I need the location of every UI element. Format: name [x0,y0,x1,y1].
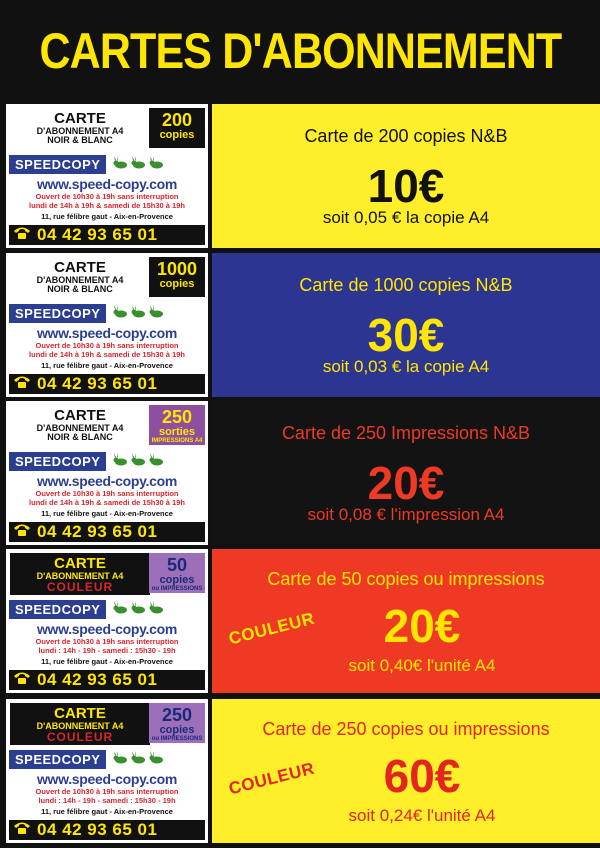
subscription-card [6,104,208,248]
card-quantity: 1000 [156,259,198,279]
card-mode: COULEUR [46,730,114,744]
brand-bar [9,599,205,620]
colour-label: COULEUR [226,758,317,799]
phone-icon [13,225,37,245]
hours-line-1: Ouvert de 10h30 à 19h sans interruption [35,341,179,350]
card-quantity: 250 [161,407,193,427]
card-unit-note: ou IMPRESSIONS [151,736,203,742]
card-unit-note: IMPRESSIONS A4 [151,438,203,444]
shop-address: 11, rue félibre gaut - Aix-en-Provence [41,212,173,221]
website-link[interactable]: www.speed-copy.com [36,621,178,637]
page-header [0,0,600,102]
rabbit-logo [112,600,164,619]
rabbit-icon [130,452,146,471]
rabbit-logo [112,452,164,471]
phone-bar [9,670,205,690]
opening-hours [9,638,205,655]
rabbit-icon [130,750,146,769]
phone-number[interactable]: 04 42 93 65 01 [37,225,158,244]
rabbit-logo [112,155,164,174]
offer-price: 30€ [367,309,445,361]
offer-unit-price: soit 0,08 € l'impression A4 [307,505,505,524]
phone-number[interactable]: 04 42 93 65 01 [37,374,158,393]
phone-number[interactable]: 04 42 93 65 01 [37,670,158,689]
brand-name: SPEEDCOPY [9,452,106,471]
rabbit-icon [130,155,146,174]
brand-name: SPEEDCOPY [9,155,106,174]
price-panel [212,104,600,248]
card-quantity-badge [149,405,205,445]
hours-line-2: lundi : 14h - 19h - samedi : 15h30 - 19h [38,795,176,805]
card-mode: NOIR & BLANC [47,135,113,145]
website-link[interactable]: www.speed-copy.com [36,771,178,787]
hours-line-1: Ouvert de 10h30 à 19h sans interruption [35,192,179,201]
offer-price: 60€ [383,750,461,802]
phone-number[interactable]: 04 42 93 65 01 [37,522,158,541]
phone-icon [13,670,37,690]
subscription-card [6,549,208,693]
card-title-block [10,553,150,595]
offer-title: Carte de 200 copies N&B [304,126,508,146]
offer-title: Carte de 250 copies ou impressions [262,719,550,739]
rabbit-logo [112,304,164,323]
opening-hours [9,490,205,507]
card-title: CARTE [54,110,106,127]
card-title-block [10,257,150,299]
rabbit-icon [112,155,128,174]
offer-price: 10€ [367,160,445,212]
shop-address: 11, rue félibre gaut - Aix-en-Provence [41,509,173,518]
hours-line-1: Ouvert de 10h30 à 19h sans interruption [35,787,179,796]
brand-bar [9,154,205,175]
website-link[interactable]: www.speed-copy.com [36,325,178,341]
phone-icon [13,522,37,542]
phone-bar [9,225,205,245]
card-mode: COULEUR [46,580,114,594]
offer-unit-price: soit 0,40€ l'unité A4 [348,656,496,675]
rabbit-icon [130,600,146,619]
shop-address: 11, rue félibre gaut - Aix-en-Provence [41,657,173,666]
phone-bar [9,374,205,394]
card-title: CARTE [54,259,106,276]
brand-name: SPEEDCOPY [9,304,106,323]
page-title: CARTES D'ABONNEMENT [39,23,561,79]
subscription-row [0,253,600,397]
card-quantity-badge [149,553,205,593]
card-quantity: 250 [161,705,193,725]
card-unit-note: ou IMPRESSIONS [151,586,203,592]
offer-unit-price: soit 0,03 € la copie A4 [322,357,490,376]
phone-bar [9,820,205,840]
card-title: CARTE [54,705,106,722]
subscription-card [6,401,208,545]
hours-line-1: Ouvert de 10h30 à 19h sans interruption [35,489,179,498]
rabbit-icon [148,600,164,619]
shop-address: 11, rue félibre gaut - Aix-en-Provence [41,361,173,370]
card-quantity-badge [149,703,205,743]
card-unit: sorties [158,426,196,438]
card-subtitle: D'ABONNEMENT A4 [36,721,124,731]
subscription-row [0,401,600,545]
card-title-block [10,703,150,745]
card-subtitle: D'ABONNEMENT A4 [36,126,124,136]
rabbit-icon [148,452,164,471]
rabbit-icon [112,452,128,471]
card-unit: copies [159,574,195,586]
offer-title: Carte de 50 copies ou impressions [267,569,545,589]
rabbit-icon [130,304,146,323]
offer-unit-price: soit 0,24€ l'unité A4 [348,806,496,825]
website-link[interactable]: www.speed-copy.com [36,473,178,489]
card-mode: NOIR & BLANC [47,432,113,442]
opening-hours [9,342,205,359]
card-subtitle: D'ABONNEMENT A4 [36,423,124,433]
card-title: CARTE [54,555,106,572]
offer-title: Carte de 250 Impressions N&B [281,423,531,443]
offer-title: Carte de 1000 copies N&B [299,275,513,295]
rabbit-icon [112,600,128,619]
offer-price: 20€ [383,600,461,652]
price-panel [212,549,600,693]
colour-label: COULEUR [226,608,317,649]
rabbit-icon [148,304,164,323]
card-quantity: 50 [166,555,188,575]
shop-address: 11, rue félibre gaut - Aix-en-Provence [41,807,173,816]
phone-bar [9,522,205,542]
brand-bar [9,749,205,770]
card-title-block [10,405,150,447]
card-unit: copies [159,129,195,141]
phone-icon [13,374,37,394]
subscription-row [0,104,600,248]
offer-unit-price: soit 0,05 € la copie A4 [322,208,490,227]
card-unit: copies [159,724,195,736]
rabbit-icon [112,750,128,769]
card-title-block [10,108,150,150]
brand-bar [9,303,205,324]
hours-line-2: lundi : 14h - 19h - samedi : 15h30 - 19h [38,645,176,655]
price-panel [212,401,600,545]
card-unit: copies [159,278,195,290]
subscription-row [0,549,600,693]
price-panel [212,699,600,843]
subscription-card [6,253,208,397]
card-mode: NOIR & BLANC [47,284,113,294]
subscription-card [6,699,208,843]
offer-price: 20€ [367,457,445,509]
opening-hours [9,788,205,805]
phone-number[interactable]: 04 42 93 65 01 [37,820,158,839]
card-quantity-badge [149,257,205,297]
rabbit-icon [148,155,164,174]
card-subtitle: D'ABONNEMENT A4 [36,571,124,581]
brand-name: SPEEDCOPY [9,750,106,769]
price-panel [212,253,600,397]
website-link[interactable]: www.speed-copy.com [36,176,178,192]
opening-hours [9,193,205,210]
hours-line-2: lundi de 14h à 19h & samedi de 15h30 à 19h [29,497,185,507]
phone-icon [13,820,37,840]
hours-line-2: lundi de 14h à 19h & samedi de 15h30 à 19h [29,349,185,359]
hours-line-1: Ouvert de 10h30 à 19h sans interruption [35,637,179,646]
rabbit-icon [148,750,164,769]
rabbit-logo [112,750,164,769]
card-quantity: 200 [161,110,193,130]
card-title: CARTE [54,407,106,424]
subscription-row [0,699,600,843]
brand-bar [9,451,205,472]
hours-line-2: lundi de 14h à 19h & samedi de 15h30 à 19h [29,200,185,210]
rabbit-icon [112,304,128,323]
card-quantity-badge [149,108,205,148]
brand-name: SPEEDCOPY [9,600,106,619]
card-subtitle: D'ABONNEMENT A4 [36,275,124,285]
